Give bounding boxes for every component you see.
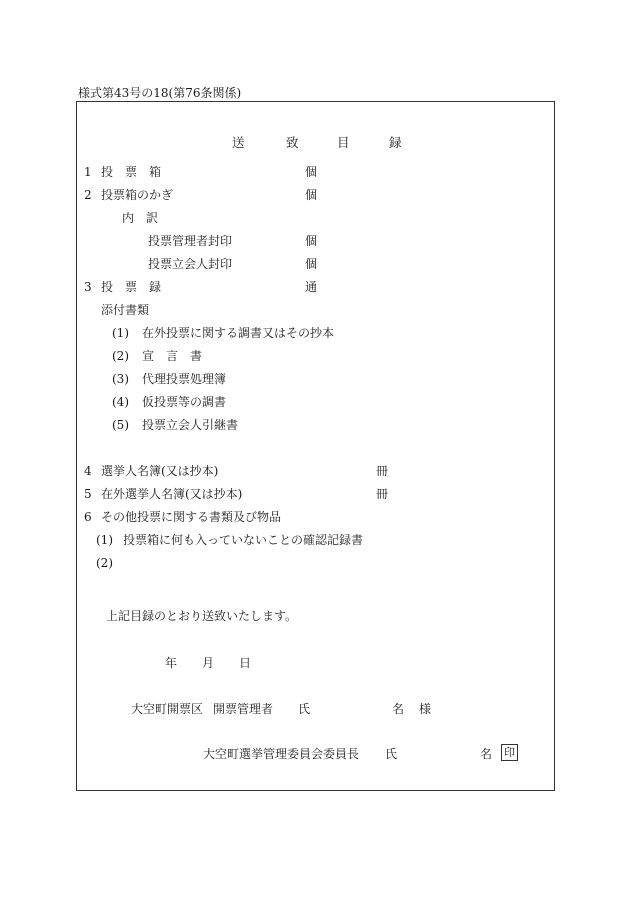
attached-number: (2)	[112, 349, 129, 363]
document-frame	[76, 101, 555, 791]
date-year: 年	[165, 656, 178, 670]
seal-box: 印	[501, 744, 518, 761]
item-unit: 冊	[376, 487, 389, 501]
sender-mei: 名	[480, 747, 493, 761]
breakdown-label: 内 訳	[122, 211, 159, 225]
attached-number: (4)	[112, 395, 129, 409]
attached-label: 投票立会人引継書	[142, 418, 239, 432]
item-label: 投票箱のかぎ	[101, 188, 174, 202]
item-unit: 個	[305, 165, 318, 179]
item-unit: 通	[305, 280, 318, 294]
sub-item-label: 投票立会人封印	[148, 257, 233, 271]
recipient-honorific: 様	[419, 702, 432, 716]
sub-item-label: 投票管理者封印	[148, 234, 233, 248]
recipient-mei: 名	[392, 702, 405, 716]
attached-label: 宣 言 書	[142, 349, 203, 363]
attached-number: (5)	[112, 418, 129, 432]
attached-label: 仮投票等の調書	[142, 395, 227, 409]
title-char: 目	[337, 135, 350, 150]
other-number: (2)	[96, 556, 113, 570]
recipient-role: 開票管理者	[213, 702, 274, 716]
attached-number: (1)	[112, 326, 129, 340]
title-char: 録	[389, 135, 402, 150]
attached-label: 在外投票に関する調書又はその抄本	[142, 326, 335, 340]
date-month: 月	[202, 656, 215, 670]
item-label: 選挙人名簿(又は抄本)	[101, 464, 219, 478]
sub-item-unit: 個	[305, 257, 318, 271]
date-day: 日	[239, 656, 252, 670]
other-label: 投票箱に何も入っていないことの確認記録書	[123, 533, 364, 547]
item-label: 投 票 箱	[101, 165, 162, 179]
item-number: 2	[84, 188, 92, 202]
recipient-shi: 氏	[298, 702, 311, 716]
item-unit: 冊	[376, 464, 389, 478]
other-number: (1)	[96, 533, 113, 547]
title-char: 致	[286, 135, 299, 150]
statement-text: 上記目録のとおり送致いたします。	[106, 609, 298, 623]
item-number: 3	[84, 280, 92, 294]
form-number: 様式第43号の18(第76条関係)	[78, 86, 242, 100]
sub-item-unit: 個	[305, 234, 318, 248]
attached-label: 代理投票処理簿	[142, 372, 227, 386]
title-char: 送	[232, 135, 245, 150]
item-number: 4	[84, 464, 92, 478]
sender-title: 大空町選挙管理委員会委員長	[203, 747, 360, 761]
attached-number: (3)	[112, 372, 129, 386]
sender-shi: 氏	[385, 747, 398, 761]
item-unit: 個	[305, 188, 318, 202]
item-label: 投 票 録	[101, 280, 162, 294]
item-number: 5	[84, 487, 92, 501]
item-label: 在外選挙人名簿(又は抄本)	[101, 487, 243, 501]
item-number: 6	[84, 510, 92, 524]
recipient-organization: 大空町開票区	[131, 702, 204, 716]
item-number: 1	[84, 165, 92, 179]
item-label: その他投票に関する書類及び物品	[101, 510, 282, 524]
attached-documents-label: 添付書類	[101, 303, 150, 317]
